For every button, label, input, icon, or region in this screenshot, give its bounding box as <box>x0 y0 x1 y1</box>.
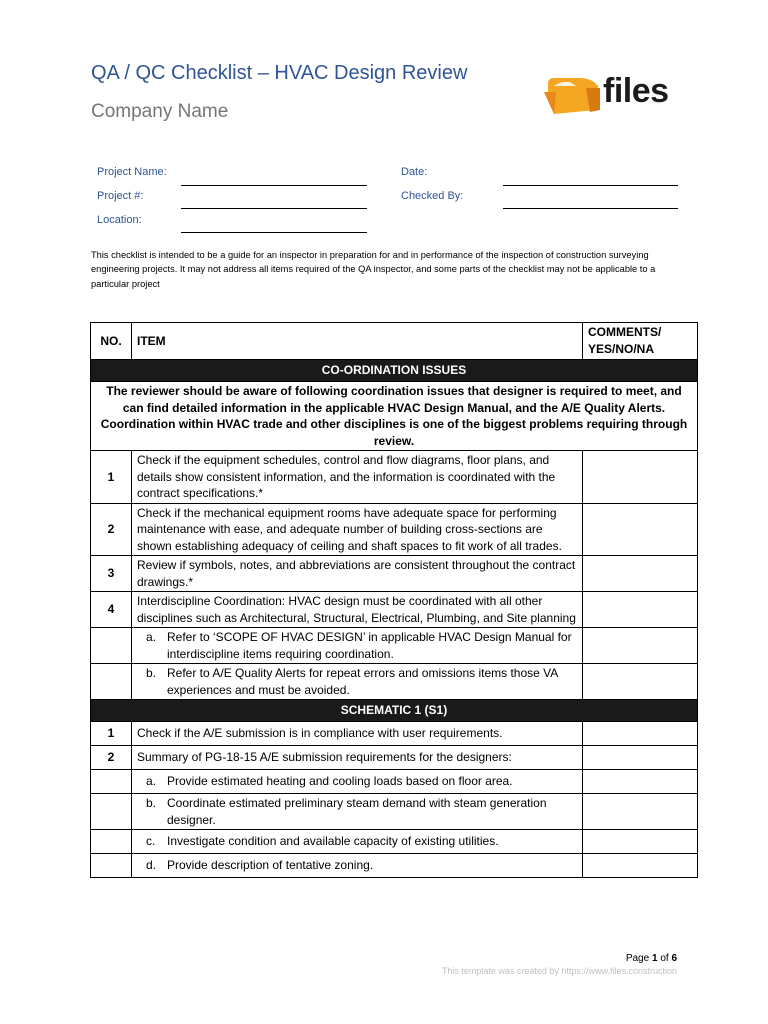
intro-paragraph: This checklist is intended to be a guide for an inspector in preparation for and in performance of the inspection of construction surveying engineering projects. It may not address all items required of the QA inspector, and some parts of the checklist may not be applicable to a particular project <box>91 250 656 289</box>
folder-logo-icon <box>540 70 610 120</box>
header-no: NO. <box>91 323 132 360</box>
section-title-schematic: SCHEMATIC 1 (S1) <box>91 700 698 722</box>
row-comment-cell[interactable] <box>583 830 698 854</box>
sub-letter: b. <box>146 796 157 810</box>
page-indicator <box>626 953 677 964</box>
date-field[interactable] <box>503 185 678 186</box>
section-title-coordination: CO-ORDINATION ISSUES <box>91 360 698 382</box>
header-item: ITEM <box>132 323 583 360</box>
table-row <box>91 770 698 794</box>
row-item: Interdiscipline Coordination: HVAC design must be coordinated with all other disciplines such as Architectural, Structural, Electrical, Plumbing, and Site planning <box>132 592 583 628</box>
row-comment-cell[interactable] <box>583 794 698 830</box>
date-label: Date: <box>401 166 428 178</box>
checked-by-label: Checked By: <box>401 190 464 202</box>
table-row <box>91 722 698 746</box>
note-row <box>91 382 698 451</box>
row-number: 1 <box>91 451 132 504</box>
document-title: QA / QC Checklist – HVAC Design Review <box>91 62 468 84</box>
row-comment-cell[interactable] <box>583 628 698 664</box>
row-item <box>132 628 583 664</box>
checked-by-field[interactable] <box>503 208 678 209</box>
sub-letter: b. <box>146 666 157 680</box>
table-header-row <box>91 323 698 360</box>
location-field[interactable] <box>181 232 367 233</box>
sub-text: Provide estimated heating and cooling loads based on floor area. <box>167 774 513 789</box>
sub-letter: c. <box>146 834 156 849</box>
section-row <box>91 360 698 382</box>
row-item: Review if symbols, notes, and abbreviations are consistent throughout the contract drawings.* <box>132 556 583 592</box>
page-total: 6 <box>671 953 677 964</box>
table-row <box>91 664 698 700</box>
table-row <box>91 794 698 830</box>
row-comment-cell[interactable] <box>583 503 698 556</box>
row-number-empty <box>91 830 132 854</box>
sub-letter: a. <box>146 774 157 789</box>
row-number-empty <box>91 628 132 664</box>
row-comment-cell[interactable] <box>583 722 698 746</box>
project-name-field[interactable] <box>181 185 367 186</box>
table-row <box>91 746 698 770</box>
template-credit: This template was created by https://www.files.construction <box>441 966 677 976</box>
section-row <box>91 700 698 722</box>
row-number-empty <box>91 770 132 794</box>
row-number-empty <box>91 854 132 878</box>
row-item <box>132 770 583 794</box>
company-name: Company Name <box>91 101 229 122</box>
row-number: 2 <box>91 746 132 770</box>
coordination-note: The reviewer should be aware of following coordination issues that designer is required to meet, and can find detailed information in the applicable HVAC Design Manual, and the A/E Quality Alerts. Coordination within HVAC trade and other disciplines is one of the biggest problems requiring through review. <box>91 382 698 451</box>
sub-letter: d. <box>146 858 157 873</box>
sub-text: Refer to A/E Quality Alerts for repeat errors and omissions items those VA experiences and must be avoided. <box>167 666 558 697</box>
table-row <box>91 592 698 628</box>
row-item: Check if the equipment schedules, control and flow diagrams, floor plans, and details show consistent information, and the information is coordinated with the contract specifications.* <box>132 451 583 504</box>
table-row <box>91 830 698 854</box>
logo-wordmark: files <box>603 72 669 110</box>
row-comment-cell[interactable] <box>583 592 698 628</box>
row-number: 2 <box>91 503 132 556</box>
row-comment-cell[interactable] <box>583 746 698 770</box>
row-comment-cell[interactable] <box>583 854 698 878</box>
table-row <box>91 556 698 592</box>
table-row <box>91 503 698 556</box>
table-row <box>91 854 698 878</box>
row-number-empty <box>91 664 132 700</box>
project-name-label: Project Name: <box>97 166 167 178</box>
row-number: 4 <box>91 592 132 628</box>
row-item <box>132 794 583 830</box>
row-item: Check if the A/E submission is in compliance with user requirements. <box>132 722 583 746</box>
checklist-table <box>90 322 698 878</box>
location-label: Location: <box>97 214 142 226</box>
header-comments: COMMENTS/ YES/NO/NA <box>583 323 698 360</box>
row-item <box>132 664 583 700</box>
row-number: 3 <box>91 556 132 592</box>
table-row <box>91 451 698 504</box>
row-item: Summary of PG-18-15 A/E submission requirements for the designers: <box>132 746 583 770</box>
project-number-field[interactable] <box>181 208 367 209</box>
row-number-empty <box>91 794 132 830</box>
row-item <box>132 854 583 878</box>
sub-text: Provide description of tentative zoning. <box>167 858 374 873</box>
project-number-label: Project #: <box>97 190 144 202</box>
row-item: Check if the mechanical equipment rooms have adequate space for performing maintenance with ease, and adequate number of building cross-sections are shown establishing adequacy of ceiling and shaft spaces to fit work of all trades. <box>132 503 583 556</box>
page-word: Page <box>625 953 650 964</box>
row-comment-cell[interactable] <box>583 664 698 700</box>
row-comment-cell[interactable] <box>583 770 698 794</box>
page-of: of <box>660 953 669 964</box>
table-row <box>91 628 698 664</box>
sub-text: Coordinate estimated preliminary steam demand with steam generation designer. <box>167 796 547 827</box>
row-number: 1 <box>91 722 132 746</box>
sub-letter: a. <box>146 630 157 644</box>
row-item <box>132 830 583 854</box>
sub-text: Refer to ‘SCOPE OF HVAC DESIGN’ in applicable HVAC Design Manual for interdiscipline items requiring coordination. <box>167 630 572 661</box>
row-comment-cell[interactable] <box>583 451 698 504</box>
page-current: 1 <box>651 953 658 964</box>
row-comment-cell[interactable] <box>583 556 698 592</box>
sub-text: Investigate condition and available capacity of existing utilities. <box>167 834 499 849</box>
